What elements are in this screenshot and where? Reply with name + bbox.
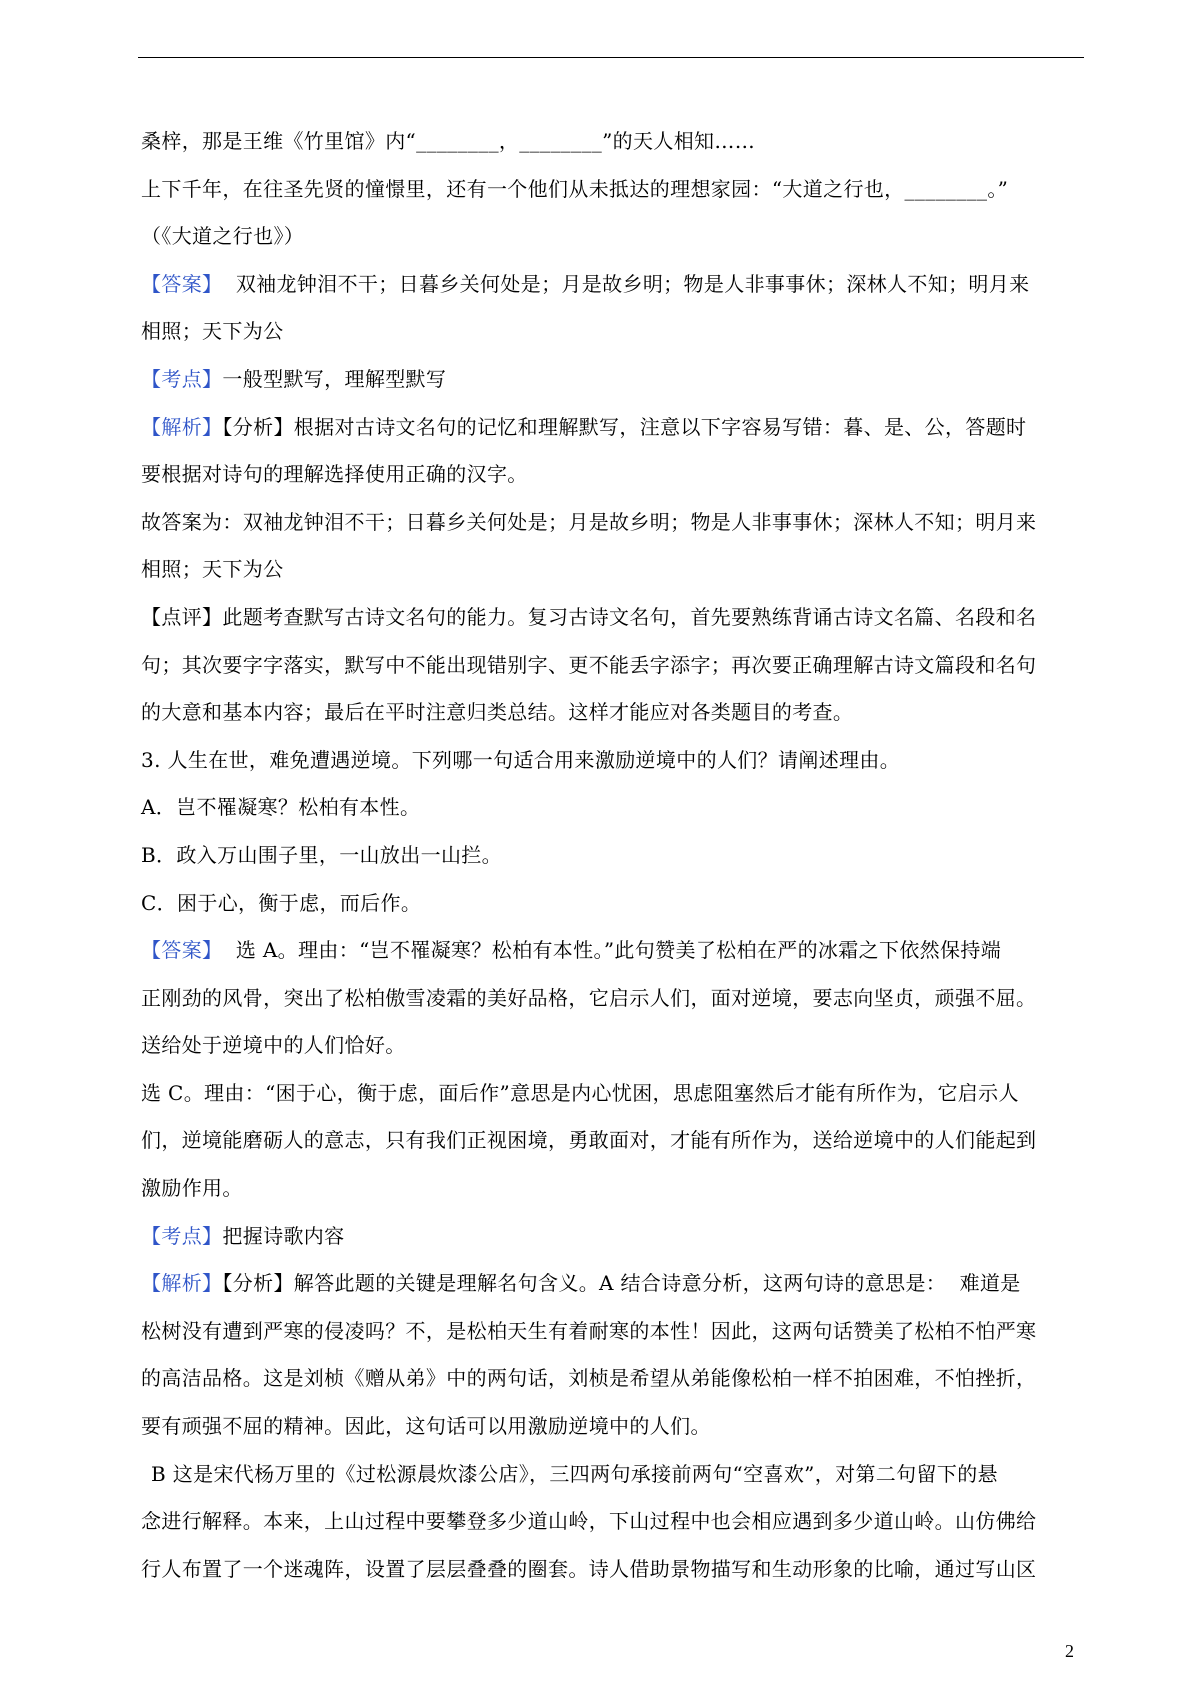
text-line (141, 118, 1081, 166)
text-line (141, 1451, 1081, 1499)
text-line (141, 1308, 1081, 1356)
section-tag: 【解析】 (141, 414, 223, 439)
line-text: 相照；天下为公 (141, 319, 284, 344)
line-text: A．岂不罹凝寒？松柏有本性。 (141, 795, 421, 820)
text-line (141, 880, 1081, 928)
text-line (141, 213, 1081, 261)
section-tag: 【答案】 (141, 271, 223, 296)
text-line (141, 499, 1081, 547)
line-text: 桑梓，那是王维《竹里馆》内“________，________”的天人相知…… (141, 129, 756, 153)
text-line (141, 1070, 1081, 1118)
text-line (141, 1213, 1081, 1261)
text-line (141, 1022, 1081, 1070)
text-line (141, 784, 1081, 832)
text-line (141, 832, 1081, 880)
document-body (141, 118, 1081, 1593)
line-text: 松树没有遭到严寒的侵凌吗？不，是松柏天生有着耐寒的本性！因此，这两句话赞美了松柏不怕严寒 (141, 1318, 1037, 1343)
line-text: B 这是宋代杨万里的《过松源晨炊漆公店》，三四两句承接前两句“空喜欢”，对第二句留下的悬 (151, 1461, 998, 1486)
line-text: 行人布置了一个迷魂阵，设置了层层叠叠的圈套。诗人借助景物描写和生动形象的比喻，通过写山区 (141, 1556, 1037, 1581)
line-text: 的高洁品格。这是刘桢《赠从弟》中的两句话，刘桢是希望从弟能像松柏一样不拍困难，不怕挫折， (141, 1366, 1037, 1391)
text-line (141, 1355, 1081, 1403)
line-text: 们，逆境能磨砺人的意志，只有我们正视困境，勇敢面对，才能有所作为，送给逆境中的人们能起到 (141, 1128, 1037, 1153)
text-line (141, 546, 1081, 594)
text-line (141, 1165, 1081, 1213)
line-text: 【分析】根据对古诗文名句的记忆和理解默写，注意以下字容易写错：暮、是、公，答题时 (222, 414, 1027, 439)
line-text: 选 A。理由：“岂不罹凝寒？松柏有本性。”此句赞美了松柏在严的冰霜之下依然保持端 (222, 938, 1002, 963)
line-text: B．政入万山围子里，一山放出一山拦。 (141, 842, 502, 867)
text-line (141, 166, 1081, 214)
line-text: 上下千年，在往圣先贤的憧憬里，还有一个他们从未抵达的理想家园：“大道之行也，________。” (141, 176, 1009, 201)
text-line (141, 261, 1081, 309)
text-line (141, 451, 1081, 499)
line-text: 【分析】解答此题的关键是理解名句含义。A 结合诗意分析，这两句诗的意思是： 难道是 (222, 1271, 1021, 1296)
line-text: 双袖龙钟泪不干；日暮乡关何处是；月是故乡明；物是人非事事休；深林人不知；明月来 (222, 271, 1030, 296)
text-line (141, 689, 1081, 737)
line-text: 句；其次要字字落实，默写中不能出现错别字、更不能丢字添字；再次要正确理解古诗文篇段和名句 (141, 652, 1037, 677)
section-tag: 【考点】 (141, 1223, 223, 1248)
text-line (141, 975, 1081, 1023)
text-line (141, 1546, 1081, 1594)
text-line (141, 927, 1081, 975)
line-text: C．困于心，衡于虑，而后作。 (141, 890, 422, 915)
section-tag: 【解析】 (141, 1271, 223, 1296)
line-text: 一般型默写，理解型默写 (222, 366, 447, 391)
text-line (141, 356, 1081, 404)
text-line (141, 404, 1081, 452)
line-text: 把握诗歌内容 (222, 1223, 345, 1248)
line-text: 【点评】此题考查默写古诗文名句的能力。复习古诗文名句，首先要熟练背诵古诗文名篇、名段和名 (141, 604, 1037, 629)
line-text: 故答案为：双袖龙钟泪不干；日暮乡关何处是；月是故乡明；物是人非事事休；深林人不知；明月来 (141, 509, 1037, 534)
page-number: 2 (1065, 1641, 1074, 1661)
line-text: 激励作用。 (141, 1176, 243, 1201)
line-text: 要有顽强不屈的精神。因此，这句话可以用激励逆境中的人们。 (141, 1414, 711, 1439)
header-rule (138, 57, 1084, 58)
line-text: 正刚劲的风骨，突出了松柏傲雪凌霜的美好品格，它启示人们，面对逆境，要志向坚贞，顽强不屈。 (141, 985, 1037, 1010)
line-text: 选 C。理由：“困于心，衡于虑，面后作”意思是内心忧困，思虑阻塞然后才能有所作为，它启示人 (141, 1080, 1019, 1105)
text-line (141, 1498, 1081, 1546)
line-text: 的大意和基本内容；最后在平时注意归类总结。这样才能应对各类题目的考查。 (141, 700, 854, 725)
line-text: 念进行解释。本来，上山过程中要攀登多少道山岭，下山过程中也会相应遇到多少道山岭。山仿佛给 (141, 1509, 1037, 1534)
text-line (141, 737, 1081, 785)
text-line (141, 1260, 1081, 1308)
text-line (141, 642, 1081, 690)
line-text: 相照；天下为公 (141, 557, 284, 582)
line-text: （《大道之行也》） (141, 224, 305, 249)
line-text: 要根据对诗句的理解选择使用正确的汉字。 (141, 462, 528, 487)
line-text: 3. 人生在世，难免遭遇逆境。下列哪一句适合用来激励逆境中的人们？请阐述理由。 (141, 747, 901, 772)
section-tag: 【考点】 (141, 366, 223, 391)
line-text: 送给处于逆境中的人们恰好。 (141, 1033, 406, 1058)
section-tag: 【答案】 (141, 938, 223, 963)
text-line (141, 308, 1081, 356)
text-line (141, 1117, 1081, 1165)
text-line (141, 1403, 1081, 1451)
text-line (141, 594, 1081, 642)
